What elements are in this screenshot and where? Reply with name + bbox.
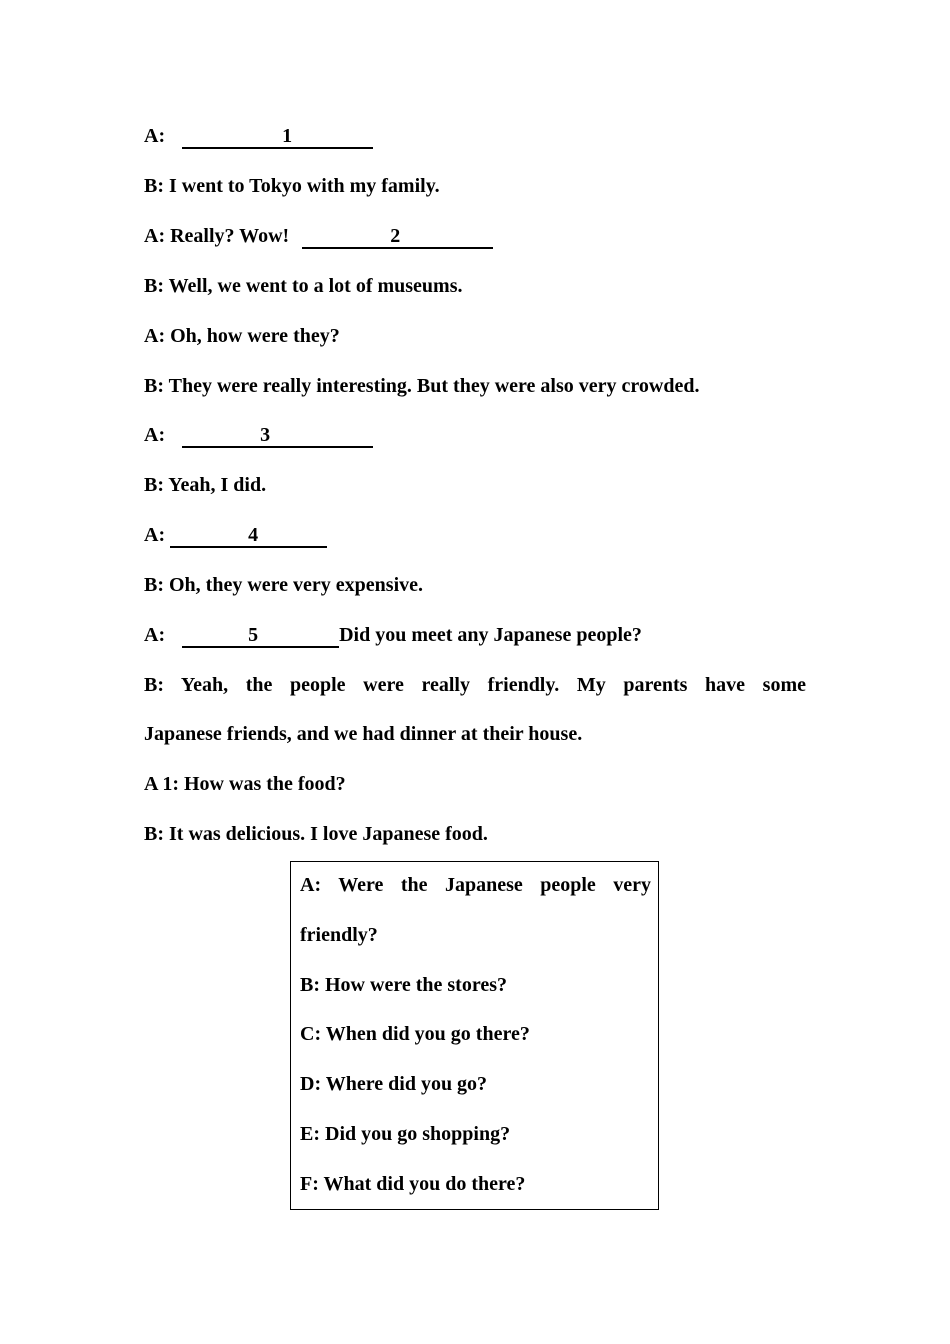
dialogue-line-6: B: They were really interesting. But they were also very crowded.: [144, 375, 700, 397]
answer-blank-2[interactable]: [302, 223, 493, 249]
dialogue-line-14: B: It was delicious. I love Japanese food.: [144, 823, 488, 845]
dialogue-line-1: [144, 123, 373, 149]
dialogue-text: Did you meet any Japanese people?: [339, 624, 642, 646]
dialogue-line-9: [144, 522, 327, 548]
dialogue-line-7: [144, 422, 373, 448]
speaker-label: A:: [144, 624, 166, 646]
dialogue-line-12b: Japanese friends, and we had dinner at their house.: [144, 723, 583, 745]
blank-number: 3: [260, 424, 271, 446]
dialogue-line-12a: B: Yeah, the people were really friendly. My parents have some: [144, 674, 806, 696]
dialogue-line-4: B: Well, we went to a lot of museums.: [144, 275, 463, 297]
dialogue-line-11: [144, 622, 642, 648]
dialogue-line-2: B: I went to Tokyo with my family.: [144, 175, 440, 197]
options-box: [290, 861, 659, 1210]
option-a-line1: A: Were the Japanese people very: [300, 874, 651, 896]
dialogue-line-3: [144, 223, 493, 249]
blank-number: 2: [390, 225, 401, 247]
answer-blank-5[interactable]: [182, 622, 339, 648]
blank-number: 4: [248, 524, 259, 546]
dialogue-line-10: B: Oh, they were very expensive.: [144, 574, 424, 596]
answer-blank-3[interactable]: [182, 422, 373, 448]
option-e: E: Did you go shopping?: [300, 1123, 511, 1145]
option-c: C: When did you go there?: [300, 1023, 530, 1045]
option-f: F: What did you do there?: [300, 1173, 526, 1195]
answer-blank-1[interactable]: [182, 123, 373, 149]
dialogue-line-8: B: Yeah, I did.: [144, 474, 267, 496]
speaker-label: A:: [144, 424, 166, 446]
answer-blank-4[interactable]: [170, 522, 327, 548]
option-a-line2: friendly?: [300, 924, 378, 946]
option-d: D: Where did you go?: [300, 1073, 488, 1095]
speaker-label: A:: [144, 125, 166, 147]
blank-number: 5: [248, 624, 259, 646]
option-b: B: How were the stores?: [300, 974, 507, 996]
dialogue-line-13: A 1: How was the food?: [144, 773, 346, 795]
dialogue-text: A: Really? Wow!: [144, 225, 290, 247]
dialogue-line-5: A: Oh, how were they?: [144, 325, 340, 347]
speaker-label: A:: [144, 524, 166, 546]
blank-number: 1: [282, 125, 293, 147]
